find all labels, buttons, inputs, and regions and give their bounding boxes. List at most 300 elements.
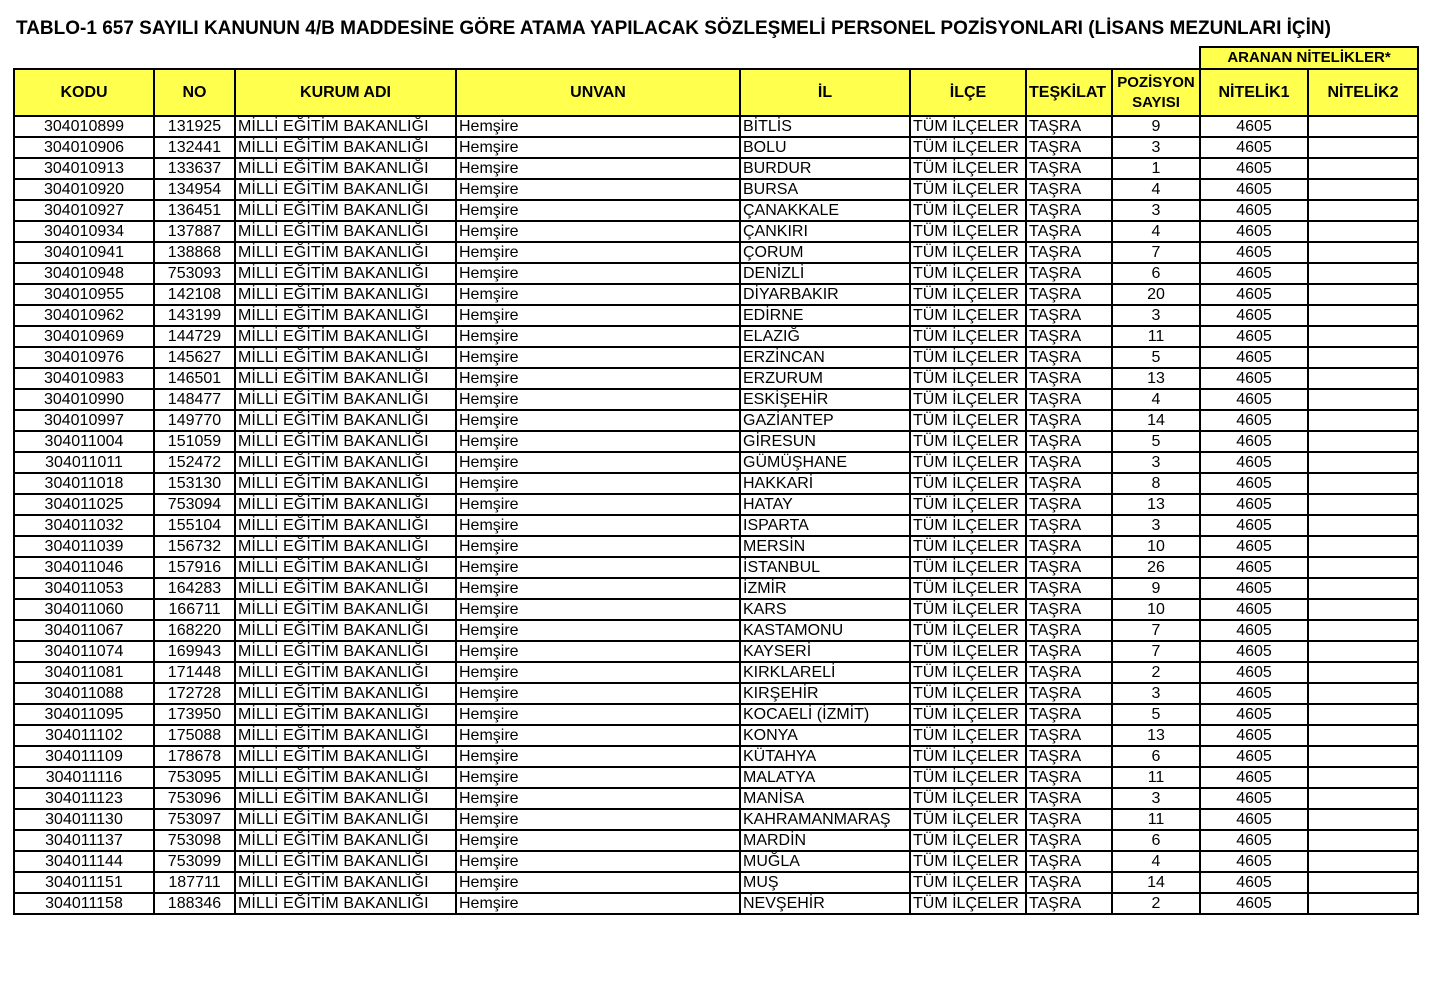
- cell-nitelik1: 4605: [1200, 221, 1308, 242]
- cell-il: ERZİNCAN: [740, 347, 910, 368]
- cell-il: GÜMÜŞHANE: [740, 452, 910, 473]
- cell-unvan: Hemşire: [456, 872, 740, 893]
- cell-ilce: TÜM İLÇELER: [910, 116, 1026, 137]
- cell-no: 145627: [154, 347, 235, 368]
- cell-unvan: Hemşire: [456, 284, 740, 305]
- cell-unvan: Hemşire: [456, 809, 740, 830]
- cell-ilce: TÜM İLÇELER: [910, 515, 1026, 536]
- cell-teskilat: TAŞRA: [1026, 431, 1112, 452]
- cell-pozisyon-sayisi: 11: [1112, 767, 1200, 788]
- cell-pozisyon-sayisi: 3: [1112, 788, 1200, 809]
- cell-kurum-adi: MİLLİ EĞİTİM BAKANLIĞI: [235, 410, 456, 431]
- cell-ilce: TÜM İLÇELER: [910, 767, 1026, 788]
- table-row: [14, 284, 1418, 305]
- cell-no: 131925: [154, 116, 235, 137]
- cell-il: BOLU: [740, 137, 910, 158]
- cell-il: KOCAELİ (İZMİT): [740, 704, 910, 725]
- cell-ilce: TÜM İLÇELER: [910, 662, 1026, 683]
- cell-pozisyon-sayisi: 26: [1112, 557, 1200, 578]
- cell-teskilat: TAŞRA: [1026, 263, 1112, 284]
- cell-ilce: TÜM İLÇELER: [910, 599, 1026, 620]
- cell-no: 155104: [154, 515, 235, 536]
- cell-pozisyon-sayisi: 3: [1112, 137, 1200, 158]
- cell-nitelik1: 4605: [1200, 263, 1308, 284]
- cell-il: KAYSERİ: [740, 641, 910, 662]
- cell-no: 175088: [154, 725, 235, 746]
- cell-kurum-adi: MİLLİ EĞİTİM BAKANLIĞI: [235, 431, 456, 452]
- cell-nitelik2: [1308, 662, 1418, 683]
- cell-nitelik2: [1308, 137, 1418, 158]
- cell-unvan: Hemşire: [456, 620, 740, 641]
- cell-il: İZMİR: [740, 578, 910, 599]
- cell-ilce: TÜM İLÇELER: [910, 410, 1026, 431]
- cell-teskilat: TAŞRA: [1026, 788, 1112, 809]
- pozisyon-line1: POZİSYON: [1117, 73, 1195, 91]
- column-header-il: İL: [740, 69, 910, 116]
- cell-unvan: Hemşire: [456, 305, 740, 326]
- cell-no: 168220: [154, 620, 235, 641]
- cell-kurum-adi: MİLLİ EĞİTİM BAKANLIĞI: [235, 368, 456, 389]
- column-header-teskilat: TEŞKİLAT: [1026, 69, 1112, 116]
- cell-pozisyon-sayisi: 9: [1112, 578, 1200, 599]
- cell-nitelik2: [1308, 410, 1418, 431]
- cell-pozisyon-sayisi: 2: [1112, 893, 1200, 914]
- cell-ilce: TÜM İLÇELER: [910, 221, 1026, 242]
- cell-teskilat: TAŞRA: [1026, 620, 1112, 641]
- cell-kurum-adi: MİLLİ EĞİTİM BAKANLIĞI: [235, 137, 456, 158]
- cell-ilce: TÜM İLÇELER: [910, 242, 1026, 263]
- cell-nitelik1: 4605: [1200, 242, 1308, 263]
- cell-kodu: 304011123: [14, 788, 154, 809]
- cell-pozisyon-sayisi: 1: [1112, 158, 1200, 179]
- table-row: [14, 494, 1418, 515]
- cell-pozisyon-sayisi: 2: [1112, 662, 1200, 683]
- cell-kodu: 304011053: [14, 578, 154, 599]
- cell-pozisyon-sayisi: 5: [1112, 704, 1200, 725]
- cell-teskilat: TAŞRA: [1026, 305, 1112, 326]
- cell-nitelik1: 4605: [1200, 305, 1308, 326]
- cell-kurum-adi: MİLLİ EĞİTİM BAKANLIĞI: [235, 725, 456, 746]
- cell-unvan: Hemşire: [456, 830, 740, 851]
- cell-pozisyon-sayisi: 3: [1112, 305, 1200, 326]
- table-row: [14, 263, 1418, 284]
- cell-unvan: Hemşire: [456, 452, 740, 473]
- cell-il: ERZURUM: [740, 368, 910, 389]
- cell-il: ÇORUM: [740, 242, 910, 263]
- cell-nitelik1: 4605: [1200, 389, 1308, 410]
- cell-no: 172728: [154, 683, 235, 704]
- cell-no: 142108: [154, 284, 235, 305]
- cell-kurum-adi: MİLLİ EĞİTİM BAKANLIĞI: [235, 683, 456, 704]
- cell-nitelik1: 4605: [1200, 788, 1308, 809]
- cell-kodu: 304011032: [14, 515, 154, 536]
- cell-no: 148477: [154, 389, 235, 410]
- cell-unvan: Hemşire: [456, 137, 740, 158]
- cell-nitelik1: 4605: [1200, 641, 1308, 662]
- cell-pozisyon-sayisi: 4: [1112, 221, 1200, 242]
- spacer: [910, 47, 1026, 69]
- cell-il: ESKİŞEHİR: [740, 389, 910, 410]
- cell-ilce: TÜM İLÇELER: [910, 557, 1026, 578]
- cell-kodu: 304011151: [14, 872, 154, 893]
- cell-ilce: TÜM İLÇELER: [910, 536, 1026, 557]
- cell-ilce: TÜM İLÇELER: [910, 872, 1026, 893]
- cell-teskilat: TAŞRA: [1026, 326, 1112, 347]
- cell-kurum-adi: MİLLİ EĞİTİM BAKANLIĞI: [235, 557, 456, 578]
- cell-no: 156732: [154, 536, 235, 557]
- table-row: [14, 746, 1418, 767]
- cell-nitelik1: 4605: [1200, 767, 1308, 788]
- column-header-kodu: KODU: [14, 69, 154, 116]
- cell-unvan: Hemşire: [456, 200, 740, 221]
- cell-kodu: 304011004: [14, 431, 154, 452]
- cell-nitelik1: 4605: [1200, 725, 1308, 746]
- cell-nitelik2: [1308, 620, 1418, 641]
- cell-kodu: 304010976: [14, 347, 154, 368]
- cell-ilce: TÜM İLÇELER: [910, 347, 1026, 368]
- cell-no: 164283: [154, 578, 235, 599]
- cell-il: KONYA: [740, 725, 910, 746]
- cell-nitelik1: 4605: [1200, 116, 1308, 137]
- cell-kodu: 304011011: [14, 452, 154, 473]
- column-header-ilce: İLÇE: [910, 69, 1026, 116]
- cell-kodu: 304010955: [14, 284, 154, 305]
- cell-il: KIRŞEHİR: [740, 683, 910, 704]
- cell-ilce: TÜM İLÇELER: [910, 704, 1026, 725]
- cell-ilce: TÜM İLÇELER: [910, 473, 1026, 494]
- cell-nitelik2: [1308, 200, 1418, 221]
- cell-nitelik2: [1308, 725, 1418, 746]
- cell-pozisyon-sayisi: 3: [1112, 200, 1200, 221]
- cell-unvan: Hemşire: [456, 683, 740, 704]
- cell-unvan: Hemşire: [456, 158, 740, 179]
- table-row: [14, 326, 1418, 347]
- cell-pozisyon-sayisi: 3: [1112, 515, 1200, 536]
- cell-il: İSTANBUL: [740, 557, 910, 578]
- cell-kodu: 304010962: [14, 305, 154, 326]
- cell-nitelik1: 4605: [1200, 599, 1308, 620]
- cell-nitelik2: [1308, 872, 1418, 893]
- spacer: [1112, 47, 1200, 69]
- cell-pozisyon-sayisi: 8: [1112, 473, 1200, 494]
- cell-kurum-adi: MİLLİ EĞİTİM BAKANLIĞI: [235, 263, 456, 284]
- cell-kodu: 304010969: [14, 326, 154, 347]
- positions-table: [13, 46, 1419, 915]
- cell-pozisyon-sayisi: 6: [1112, 263, 1200, 284]
- cell-no: 132441: [154, 137, 235, 158]
- cell-il: MUĞLA: [740, 851, 910, 872]
- cell-ilce: TÜM İLÇELER: [910, 788, 1026, 809]
- table-row: [14, 788, 1418, 809]
- cell-ilce: TÜM İLÇELER: [910, 578, 1026, 599]
- cell-no: 151059: [154, 431, 235, 452]
- column-header-pozisyon-sayisi: [1112, 69, 1200, 116]
- cell-no: 133637: [154, 158, 235, 179]
- cell-unvan: Hemşire: [456, 179, 740, 200]
- cell-nitelik1: 4605: [1200, 179, 1308, 200]
- cell-nitelik2: [1308, 809, 1418, 830]
- cell-unvan: Hemşire: [456, 347, 740, 368]
- cell-unvan: Hemşire: [456, 494, 740, 515]
- cell-kodu: 304011025: [14, 494, 154, 515]
- cell-ilce: TÜM İLÇELER: [910, 683, 1026, 704]
- cell-unvan: Hemşire: [456, 515, 740, 536]
- cell-teskilat: TAŞRA: [1026, 830, 1112, 851]
- cell-nitelik1: 4605: [1200, 452, 1308, 473]
- cell-unvan: Hemşire: [456, 473, 740, 494]
- cell-no: 188346: [154, 893, 235, 914]
- cell-nitelik2: [1308, 830, 1418, 851]
- cell-nitelik2: [1308, 389, 1418, 410]
- cell-teskilat: TAŞRA: [1026, 179, 1112, 200]
- cell-nitelik2: [1308, 683, 1418, 704]
- cell-nitelik1: 4605: [1200, 662, 1308, 683]
- cell-il: MARDİN: [740, 830, 910, 851]
- cell-nitelik2: [1308, 557, 1418, 578]
- cell-kurum-adi: MİLLİ EĞİTİM BAKANLIĞI: [235, 536, 456, 557]
- cell-kodu: 304010941: [14, 242, 154, 263]
- cell-kodu: 304011088: [14, 683, 154, 704]
- cell-kurum-adi: MİLLİ EĞİTİM BAKANLIĞI: [235, 494, 456, 515]
- cell-pozisyon-sayisi: 20: [1112, 284, 1200, 305]
- cell-unvan: Hemşire: [456, 116, 740, 137]
- cell-unvan: Hemşire: [456, 389, 740, 410]
- cell-teskilat: TAŞRA: [1026, 452, 1112, 473]
- cell-nitelik1: 4605: [1200, 830, 1308, 851]
- cell-nitelik1: 4605: [1200, 809, 1308, 830]
- cell-ilce: TÜM İLÇELER: [910, 368, 1026, 389]
- cell-kodu: 304011137: [14, 830, 154, 851]
- cell-kodu: 304010899: [14, 116, 154, 137]
- cell-nitelik2: [1308, 431, 1418, 452]
- spacer: [740, 47, 910, 69]
- cell-il: MALATYA: [740, 767, 910, 788]
- cell-unvan: Hemşire: [456, 557, 740, 578]
- cell-teskilat: TAŞRA: [1026, 599, 1112, 620]
- cell-ilce: TÜM İLÇELER: [910, 158, 1026, 179]
- cell-il: KARS: [740, 599, 910, 620]
- cell-il: KASTAMONU: [740, 620, 910, 641]
- cell-kurum-adi: MİLLİ EĞİTİM BAKANLIĞI: [235, 158, 456, 179]
- cell-teskilat: TAŞRA: [1026, 725, 1112, 746]
- cell-nitelik1: 4605: [1200, 704, 1308, 725]
- cell-kurum-adi: MİLLİ EĞİTİM BAKANLIĞI: [235, 620, 456, 641]
- cell-il: EDİRNE: [740, 305, 910, 326]
- table-row: [14, 872, 1418, 893]
- cell-kurum-adi: MİLLİ EĞİTİM BAKANLIĞI: [235, 515, 456, 536]
- cell-unvan: Hemşire: [456, 662, 740, 683]
- cell-pozisyon-sayisi: 3: [1112, 452, 1200, 473]
- cell-pozisyon-sayisi: 13: [1112, 725, 1200, 746]
- cell-nitelik2: [1308, 494, 1418, 515]
- cell-il: HAKKARİ: [740, 473, 910, 494]
- cell-teskilat: TAŞRA: [1026, 746, 1112, 767]
- cell-il: BURDUR: [740, 158, 910, 179]
- column-header-no: NO: [154, 69, 235, 116]
- cell-nitelik2: [1308, 599, 1418, 620]
- column-header-nitelik2: NİTELİK2: [1308, 69, 1418, 116]
- cell-nitelik2: [1308, 746, 1418, 767]
- cell-nitelik1: 4605: [1200, 872, 1308, 893]
- cell-kodu: 304011109: [14, 746, 154, 767]
- table-row: [14, 158, 1418, 179]
- cell-kurum-adi: MİLLİ EĞİTİM BAKANLIĞI: [235, 599, 456, 620]
- cell-teskilat: TAŞRA: [1026, 410, 1112, 431]
- cell-unvan: Hemşire: [456, 704, 740, 725]
- table-row: [14, 242, 1418, 263]
- cell-kurum-adi: MİLLİ EĞİTİM BAKANLIĞI: [235, 200, 456, 221]
- cell-kurum-adi: MİLLİ EĞİTİM BAKANLIĞI: [235, 788, 456, 809]
- cell-ilce: TÜM İLÇELER: [910, 263, 1026, 284]
- cell-kodu: 304010983: [14, 368, 154, 389]
- cell-ilce: TÜM İLÇELER: [910, 725, 1026, 746]
- cell-unvan: Hemşire: [456, 431, 740, 452]
- table-row: [14, 725, 1418, 746]
- spacer: [1026, 47, 1112, 69]
- cell-nitelik1: 4605: [1200, 620, 1308, 641]
- cell-nitelik2: [1308, 242, 1418, 263]
- table-row: [14, 473, 1418, 494]
- cell-il: BURSA: [740, 179, 910, 200]
- cell-pozisyon-sayisi: 10: [1112, 536, 1200, 557]
- cell-nitelik2: [1308, 347, 1418, 368]
- cell-teskilat: TAŞRA: [1026, 641, 1112, 662]
- cell-kodu: 304011095: [14, 704, 154, 725]
- table-row: [14, 893, 1418, 914]
- cell-kurum-adi: MİLLİ EĞİTİM BAKANLIĞI: [235, 704, 456, 725]
- cell-pozisyon-sayisi: 3: [1112, 683, 1200, 704]
- cell-nitelik2: [1308, 179, 1418, 200]
- cell-teskilat: TAŞRA: [1026, 347, 1112, 368]
- cell-ilce: TÜM İLÇELER: [910, 641, 1026, 662]
- cell-unvan: Hemşire: [456, 599, 740, 620]
- cell-ilce: TÜM İLÇELER: [910, 431, 1026, 452]
- cell-kurum-adi: MİLLİ EĞİTİM BAKANLIĞI: [235, 662, 456, 683]
- cell-no: 137887: [154, 221, 235, 242]
- cell-teskilat: TAŞRA: [1026, 515, 1112, 536]
- cell-nitelik1: 4605: [1200, 578, 1308, 599]
- cell-nitelik1: 4605: [1200, 494, 1308, 515]
- cell-nitelik1: 4605: [1200, 284, 1308, 305]
- cell-il: DİYARBAKIR: [740, 284, 910, 305]
- cell-il: MANİSA: [740, 788, 910, 809]
- cell-nitelik2: [1308, 326, 1418, 347]
- cell-teskilat: TAŞRA: [1026, 200, 1112, 221]
- cell-pozisyon-sayisi: 14: [1112, 410, 1200, 431]
- cell-pozisyon-sayisi: 4: [1112, 179, 1200, 200]
- cell-pozisyon-sayisi: 6: [1112, 746, 1200, 767]
- table-row: [14, 347, 1418, 368]
- cell-teskilat: TAŞRA: [1026, 242, 1112, 263]
- table-row: [14, 200, 1418, 221]
- table-row: [14, 599, 1418, 620]
- cell-teskilat: TAŞRA: [1026, 683, 1112, 704]
- cell-kurum-adi: MİLLİ EĞİTİM BAKANLIĞI: [235, 389, 456, 410]
- cell-kodu: 304011060: [14, 599, 154, 620]
- cell-pozisyon-sayisi: 7: [1112, 620, 1200, 641]
- group-header-aranan-nitelikler: ARANAN NİTELİKLER*: [1200, 47, 1418, 69]
- cell-kurum-adi: MİLLİ EĞİTİM BAKANLIĞI: [235, 179, 456, 200]
- cell-nitelik2: [1308, 305, 1418, 326]
- table-row: [14, 137, 1418, 158]
- cell-teskilat: TAŞRA: [1026, 557, 1112, 578]
- cell-il: ÇANKIRI: [740, 221, 910, 242]
- cell-teskilat: TAŞRA: [1026, 221, 1112, 242]
- table-row: [14, 620, 1418, 641]
- table-body: [14, 116, 1418, 914]
- cell-no: 157916: [154, 557, 235, 578]
- cell-kurum-adi: MİLLİ EĞİTİM BAKANLIĞI: [235, 809, 456, 830]
- cell-kurum-adi: MİLLİ EĞİTİM BAKANLIĞI: [235, 221, 456, 242]
- cell-unvan: Hemşire: [456, 767, 740, 788]
- cell-nitelik1: 4605: [1200, 326, 1308, 347]
- table-row: [14, 704, 1418, 725]
- cell-ilce: TÜM İLÇELER: [910, 494, 1026, 515]
- cell-kurum-adi: MİLLİ EĞİTİM BAKANLIĞI: [235, 452, 456, 473]
- cell-pozisyon-sayisi: 7: [1112, 242, 1200, 263]
- cell-pozisyon-sayisi: 13: [1112, 368, 1200, 389]
- cell-nitelik1: 4605: [1200, 557, 1308, 578]
- table-row: [14, 452, 1418, 473]
- cell-no: 171448: [154, 662, 235, 683]
- cell-il: GAZİANTEP: [740, 410, 910, 431]
- cell-nitelik2: [1308, 788, 1418, 809]
- cell-no: 753097: [154, 809, 235, 830]
- cell-ilce: TÜM İLÇELER: [910, 830, 1026, 851]
- cell-unvan: Hemşire: [456, 746, 740, 767]
- cell-kodu: 304010920: [14, 179, 154, 200]
- cell-kodu: 304011018: [14, 473, 154, 494]
- table-row: [14, 830, 1418, 851]
- cell-no: 149770: [154, 410, 235, 431]
- cell-unvan: Hemşire: [456, 641, 740, 662]
- cell-kurum-adi: MİLLİ EĞİTİM BAKANLIĞI: [235, 872, 456, 893]
- cell-teskilat: TAŞRA: [1026, 473, 1112, 494]
- cell-ilce: TÜM İLÇELER: [910, 851, 1026, 872]
- spacer: [154, 47, 235, 69]
- cell-il: ISPARTA: [740, 515, 910, 536]
- table-row: [14, 578, 1418, 599]
- cell-teskilat: TAŞRA: [1026, 116, 1112, 137]
- cell-no: 146501: [154, 368, 235, 389]
- cell-kodu: 304011074: [14, 641, 154, 662]
- cell-nitelik1: 4605: [1200, 347, 1308, 368]
- cell-nitelik1: 4605: [1200, 368, 1308, 389]
- cell-kodu: 304011116: [14, 767, 154, 788]
- cell-ilce: TÜM İLÇELER: [910, 620, 1026, 641]
- cell-nitelik2: [1308, 158, 1418, 179]
- cell-ilce: TÜM İLÇELER: [910, 389, 1026, 410]
- cell-ilce: TÜM İLÇELER: [910, 893, 1026, 914]
- cell-kodu: 304010997: [14, 410, 154, 431]
- cell-pozisyon-sayisi: 4: [1112, 389, 1200, 410]
- column-header-nitelik1: NİTELİK1: [1200, 69, 1308, 116]
- cell-kurum-adi: MİLLİ EĞİTİM BAKANLIĞI: [235, 641, 456, 662]
- cell-teskilat: TAŞRA: [1026, 536, 1112, 557]
- cell-nitelik2: [1308, 515, 1418, 536]
- cell-no: 753099: [154, 851, 235, 872]
- cell-teskilat: TAŞRA: [1026, 851, 1112, 872]
- cell-nitelik2: [1308, 221, 1418, 242]
- cell-no: 153130: [154, 473, 235, 494]
- cell-teskilat: TAŞRA: [1026, 389, 1112, 410]
- cell-ilce: TÜM İLÇELER: [910, 179, 1026, 200]
- cell-no: 143199: [154, 305, 235, 326]
- cell-pozisyon-sayisi: 7: [1112, 641, 1200, 662]
- cell-pozisyon-sayisi: 4: [1112, 851, 1200, 872]
- cell-teskilat: TAŞRA: [1026, 704, 1112, 725]
- cell-kodu: 304011081: [14, 662, 154, 683]
